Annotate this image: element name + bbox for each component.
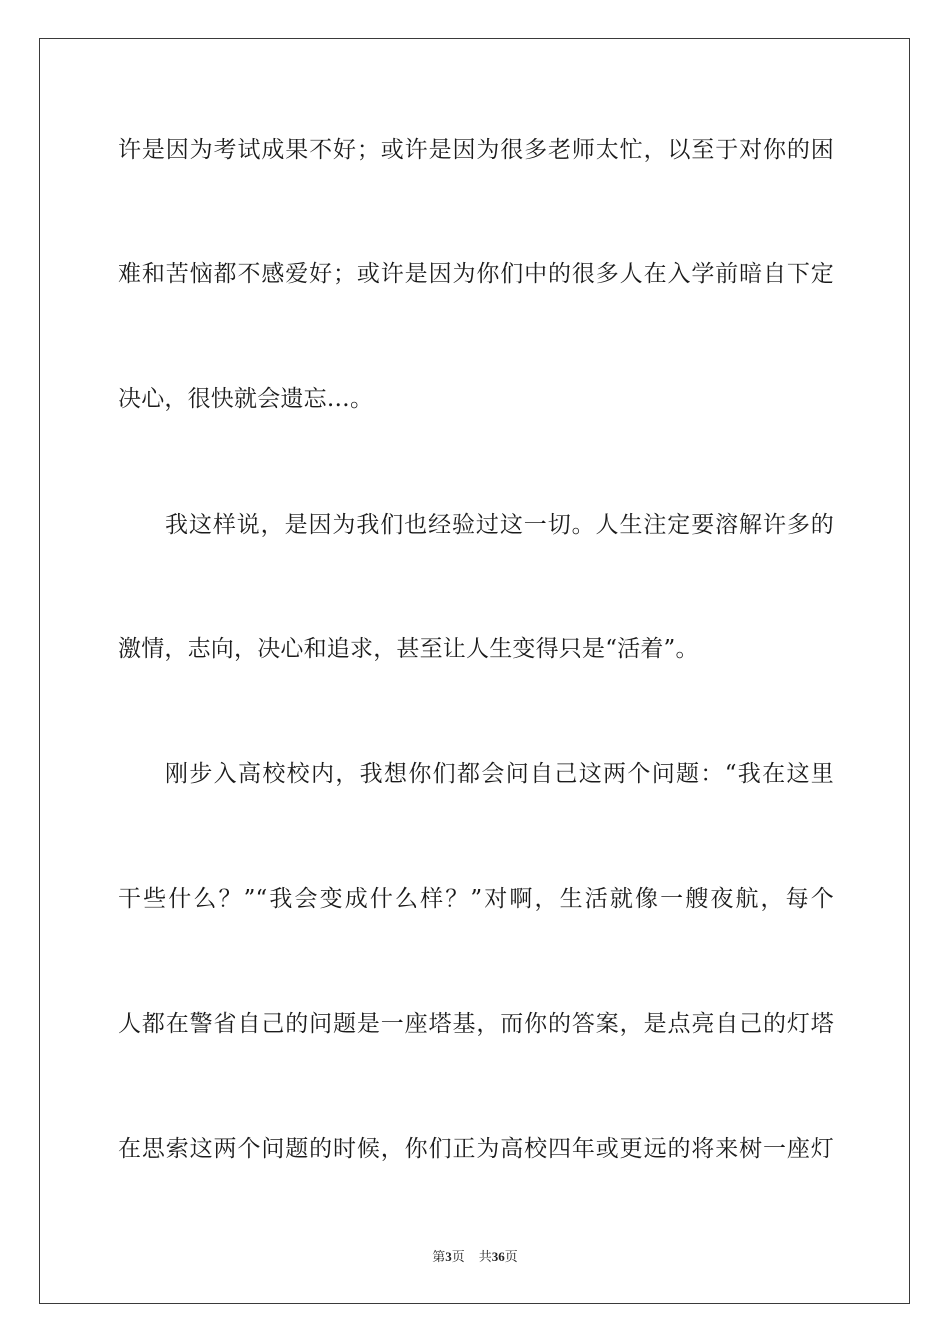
body-text-line-1: 许是因为考试成果不好；或许是因为很多老师太忙，以至于对你的困 xyxy=(118,137,834,163)
body-text-line-7: 干些什么？”“我会变成什么样？”对啊，生活就像一艘夜航，每个 xyxy=(118,886,834,912)
page-number: 3 xyxy=(445,1249,452,1264)
total-prefix: 共 xyxy=(478,1250,492,1265)
body-text-line-8: 人都在警省自己的问题是一座塔基，而你的答案，是点亮自己的灯塔 xyxy=(118,1011,834,1037)
body-text-line-2: 难和苦恼都不感爱好；或许是因为你们中的很多人在入学前暗自下定 xyxy=(118,261,834,287)
body-text-line-3: 决心，很快就会遗忘…。 xyxy=(118,386,374,412)
total-suffix: 页 xyxy=(504,1250,518,1265)
body-text-line-9: 在思索这两个问题的时候，你们正为高校四年或更远的将来树一座灯 xyxy=(118,1136,834,1162)
page-suffix: 页 xyxy=(451,1250,465,1265)
body-text-line-4: 我这样说，是因为我们也经验过这一切。人生注定要溶解许多的 xyxy=(165,512,834,538)
body-text-line-6: 刚步入高校校内，我想你们都会问自己这两个问题：“我在这里 xyxy=(165,761,834,787)
page-footer xyxy=(0,1248,950,1267)
page-prefix: 第 xyxy=(432,1250,446,1265)
total-pages: 36 xyxy=(491,1249,505,1264)
page-border xyxy=(39,38,910,1304)
body-text-line-5: 激情，志向，决心和追求，甚至让人生变得只是“活着”。 xyxy=(118,636,699,662)
